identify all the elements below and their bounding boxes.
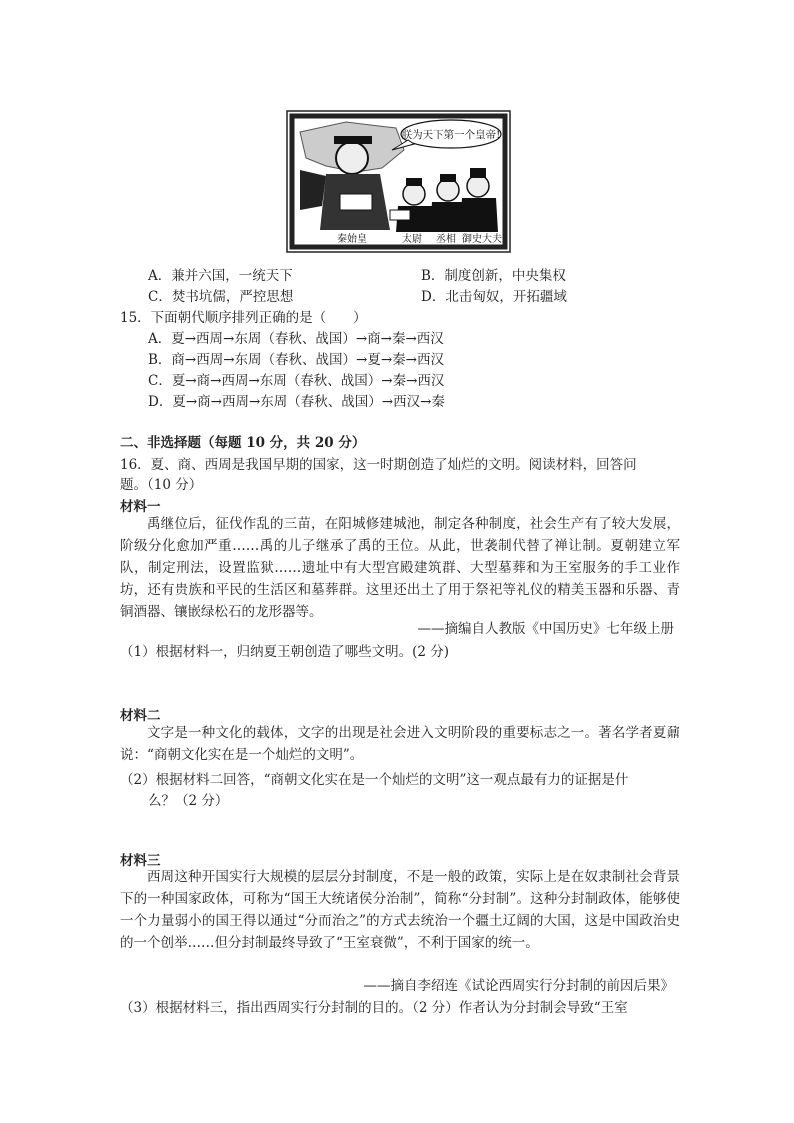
- material2-title: 材料二: [120, 708, 161, 724]
- material2-text: 文字是一种文化的载体，文字的出现是社会进入文明阶段的重要标志之一。著名学者夏鼐说：“商朝文化实在是一个灿烂的文明”。: [120, 725, 680, 763]
- material3-text: 西周这种开国实行大规模的层层分封制度，不是一般的政策，实际上是在奴隶制社会背景下的一种国家政体，可称为“国王大统诸侯分治制”，简称“分封制”。这种分封制政体，能够使一个力量弱小的国王得以通过“分而治之”的方式去统治一个疆土辽阔的大国，这是中国政治史的一个创举……但分封制最终导致了“王室衰微”，不利于国家的统一。: [120, 869, 680, 951]
- material3-source: ——摘自李绍连《试论西周实行分封制的前因后果》: [363, 978, 674, 994]
- q15-stem: 15．下面朝代顺序排列正确的是（ ）: [120, 310, 367, 326]
- speech-text: 朕为天下第一个皇帝!: [401, 129, 501, 141]
- q14-option-b: B．制度创新，中央集权: [421, 268, 566, 284]
- material1-text: 禹继位后，征伐作乱的三苗，在阳城修建城池，制定各种制度，社会生产有了较大发展，阶级分化愈加严重……禹的儿子继承了禹的王位。从此，世袭制代替了禅让制。夏朝建立军队，制定刑法，设置监狱……遗址中有大型宫殿建筑群、大型墓葬和为王室服务的手工业作坊，还有贵族和平民的生活区和墓葬群。这里还出土了用于祭祀等礼仪的精美玉器和乐器、青铜酒器、镶嵌绿松石的龙形器等。: [120, 516, 680, 620]
- label-chengxiang: 丞相: [436, 234, 456, 245]
- sub-question-3: （3）根据材料三，指出西周实行分封制的目的。（2 分）作者认为分封制会导致“王室: [120, 1000, 628, 1016]
- sub-question-1: （1）根据材料一，归纳夏王朝创造了哪些文明。(2 分): [120, 644, 450, 660]
- sub-question-2-line1: （2）根据材料二回答，“商朝文化实在是一个灿烂的文明”这一观点最有力的证据是什: [120, 772, 629, 788]
- material1-source: ——摘编自人教版《中国历史》七年级上册: [417, 621, 674, 637]
- section-heading: 二、非选择题（每题 10 分，共 20 分）: [120, 435, 366, 451]
- label-taiwei: 太尉: [402, 234, 422, 245]
- q14-option-d: D．北击匈奴，开拓疆域: [421, 289, 567, 305]
- q15-option-c: C．夏→商→西周→东周（春秋、战国）→秦→西汉: [148, 373, 445, 389]
- sub-question-2-line2: 么？（2 分）: [148, 793, 229, 809]
- material1-title: 材料一: [120, 499, 161, 515]
- label-yushidafu: 御史大夫: [462, 234, 502, 245]
- material3-title: 材料三: [120, 853, 161, 869]
- q15-option-d: D．夏→商→西周→东周（春秋、战国）→西汉→秦: [148, 394, 445, 410]
- q14-option-a: A．兼并六国，一统天下: [148, 268, 293, 284]
- cartoon-qin-shihuang: [286, 110, 511, 253]
- q14-option-c: C．焚书坑儒，严控思想: [148, 289, 294, 305]
- q15-option-a: A．夏→西周→东周（春秋、战国）→商→秦→西汉: [148, 331, 444, 347]
- q15-option-b: B．商→西周→东周（春秋、战国）→夏→秦→西汉: [148, 352, 444, 368]
- q16-stem-line1: 16．夏、商、西周是我国早期的国家，这一时期创造了灿烂的文明。阅读材料，回答问: [120, 457, 637, 473]
- label-emperor: 秦始皇: [337, 234, 367, 245]
- q16-stem-line2: 题。（10 分）: [120, 477, 203, 493]
